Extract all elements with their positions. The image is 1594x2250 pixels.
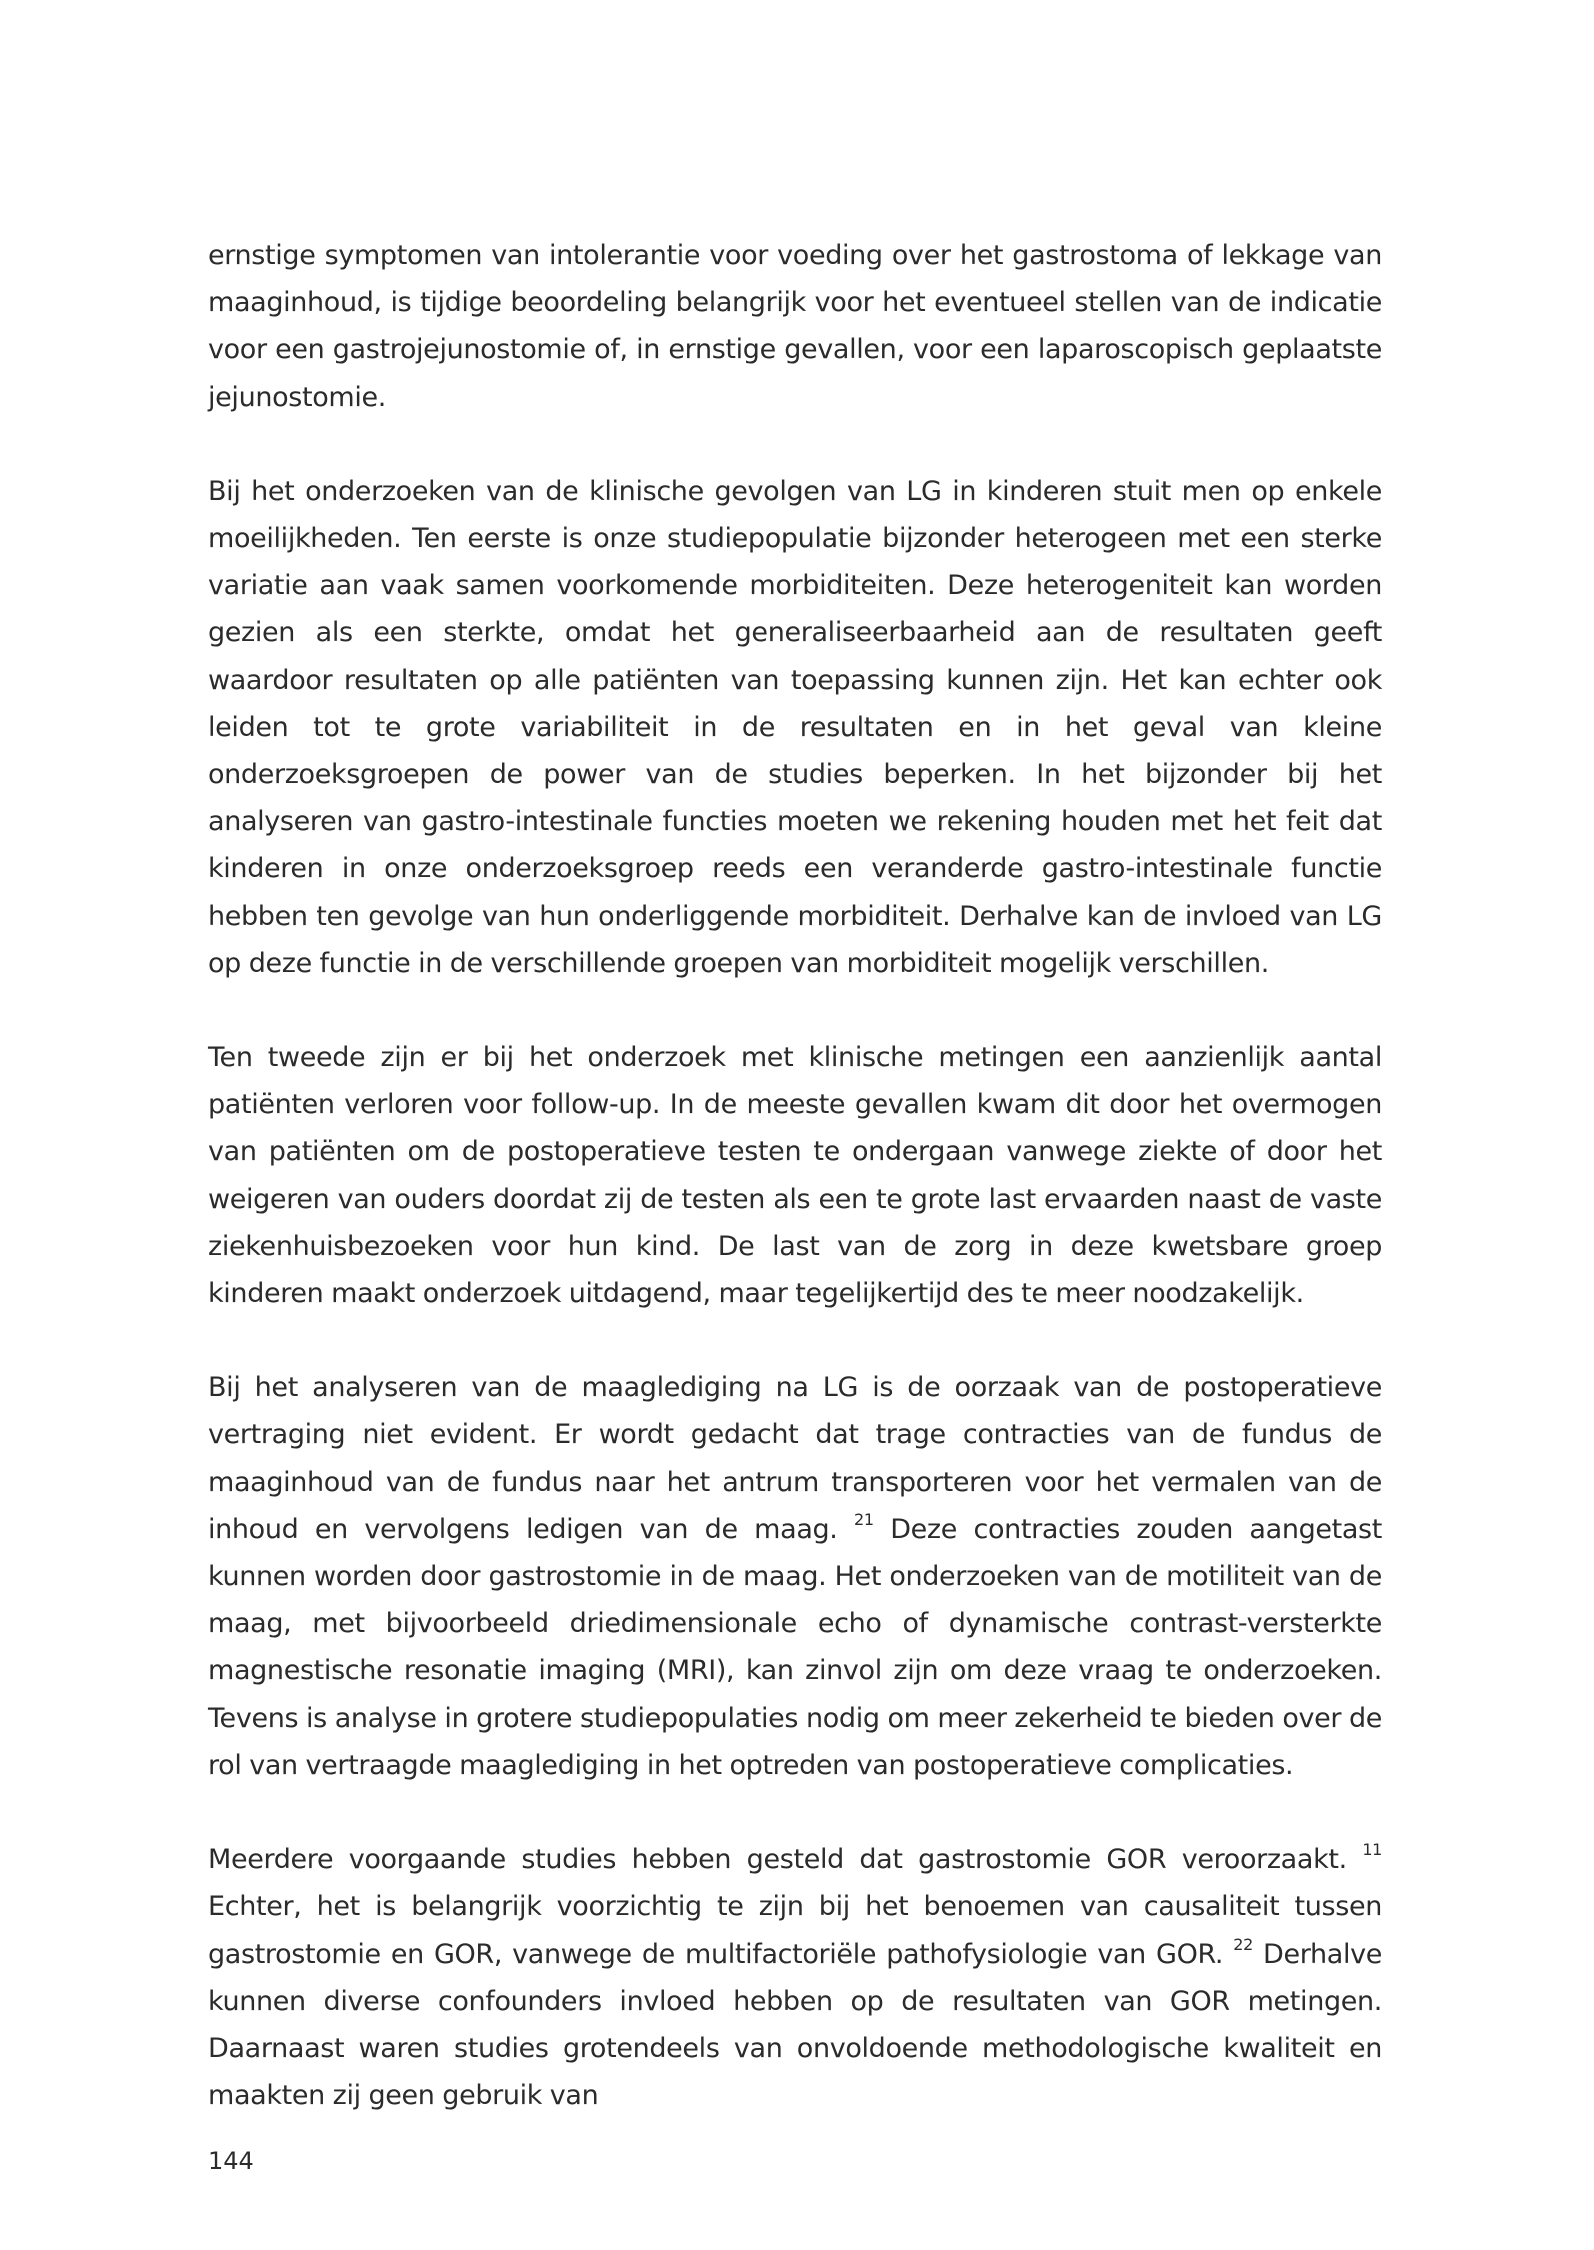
paragraph-5-text-middle: Echter, het is belangrijk voorzichtig te zijn bij het benoemen van causaliteit tussen gastrostomie en GOR, vanwege de multifactoriële pathofysiologie van GOR. [208,1891,1382,1970]
paragraph-3: Ten tweede zijn er bij het onderzoek met klinische metingen een aanzienlijk aantal patiënten verloren voor follow-up. In de meeste gevallen kwam dit door het overmogen van patiënten om de postoperatieve testen te ondergaan vanwege ziekte of door het weigeren van ouders doordat zij de testen als een te grote last ervaarden naast de vaste ziekenhuisbezoeken voor hun kind. De last van de zorg in deze kwetsbare groep kinderen maakt onderzoek uitdagend, maar tegelijkertijd des te meer noodzakelijk. [208,1042,1382,1310]
reference-21: 21 [854,1509,874,1529]
reference-22: 22 [1233,1934,1253,1954]
paragraph-5 [208,1836,1382,2119]
paragraph-2: Bij het onderzoeken van de klinische gevolgen van LG in kinderen stuit men op enkele moeilijkheden. Ten eerste is onze studiepopulatie bijzonder heterogeen met een sterke variatie aan vaak samen voorkomende morbiditeiten. Deze heterogeniteit kan worden gezien als een sterkte, omdat het generaliseerbaarheid aan de resultaten geeft waardoor resultaten op alle patiënten van toepassing kunnen zijn. Het kan echter ook leiden tot te grote variabiliteit in de resultaten en in het geval van kleine onderzoeksgroepen de power van de studies beperken. In het bijzonder bij het analyseren van gastro-intestinale functies moeten we rekening houden met het feit dat kinderen in onze onderzoeksgroep reeds een veranderde gastro-intestinale functie hebben ten gevolge van hun onderliggende morbiditeit. Derhalve kan de invloed van LG op deze functie in de verschillende groepen van morbiditeit mogelijk verschillen. [208,475,1382,979]
paragraph-4-text-after: Deze contracties zouden aangetast kunnen worden door gastrostomie in de maag. Het onderzoeken van de motiliteit van de maag, met bijvoorbeeld driedimensionale echo of dynamische contrast-versterkte magnestische resonatie imaging (MRI), kan zinvol zijn om deze vraag te onderzoeken. Tevens is analyse in grotere studiepopulaties nodig om meer zekerheid te bieden over de rol van vertraagde maaglediging in het optreden van postoperatieve complicaties. [208,1513,1383,1781]
paragraph-1: ernstige symptomen van intolerantie voor voeding over het gastrostoma of lekkage van maaginhoud, is tijdige beoordeling belangrijk voor het eventueel stellen van de indicatie voor een gastrojejunostomie of, in ernstige gevallen, voor een laparoscopisch geplaatste jejunostomie. [208,240,1382,413]
page-body [208,232,1382,2166]
paragraph-4-text-before: Bij het analyseren van de maaglediging na LG is de oorzaak van de postoperatieve vertraging niet evident. Er wordt gedacht dat trage contracties van de fundus de maaginhoud van de fundus naar het antrum transporteren voor het vermalen van de inhoud en vervolgens ledigen van de maag. [208,1372,1382,1545]
page-number: 144 [208,2147,254,2175]
paragraph-4 [208,1364,1382,1789]
reference-11: 11 [1362,1840,1382,1860]
paragraph-5-text-before: Meerdere voorgaande studies hebben gesteld dat gastrostomie GOR veroorzaakt. [208,1844,1347,1876]
paragraph-5-text-after: Derhalve kunnen diverse confounders invloed hebben op de resultaten van GOR metingen. Daarnaast waren studies grotendeels van onvoldoende methodologische kwaliteit en maakten zij geen gebruik van [208,1938,1382,2112]
